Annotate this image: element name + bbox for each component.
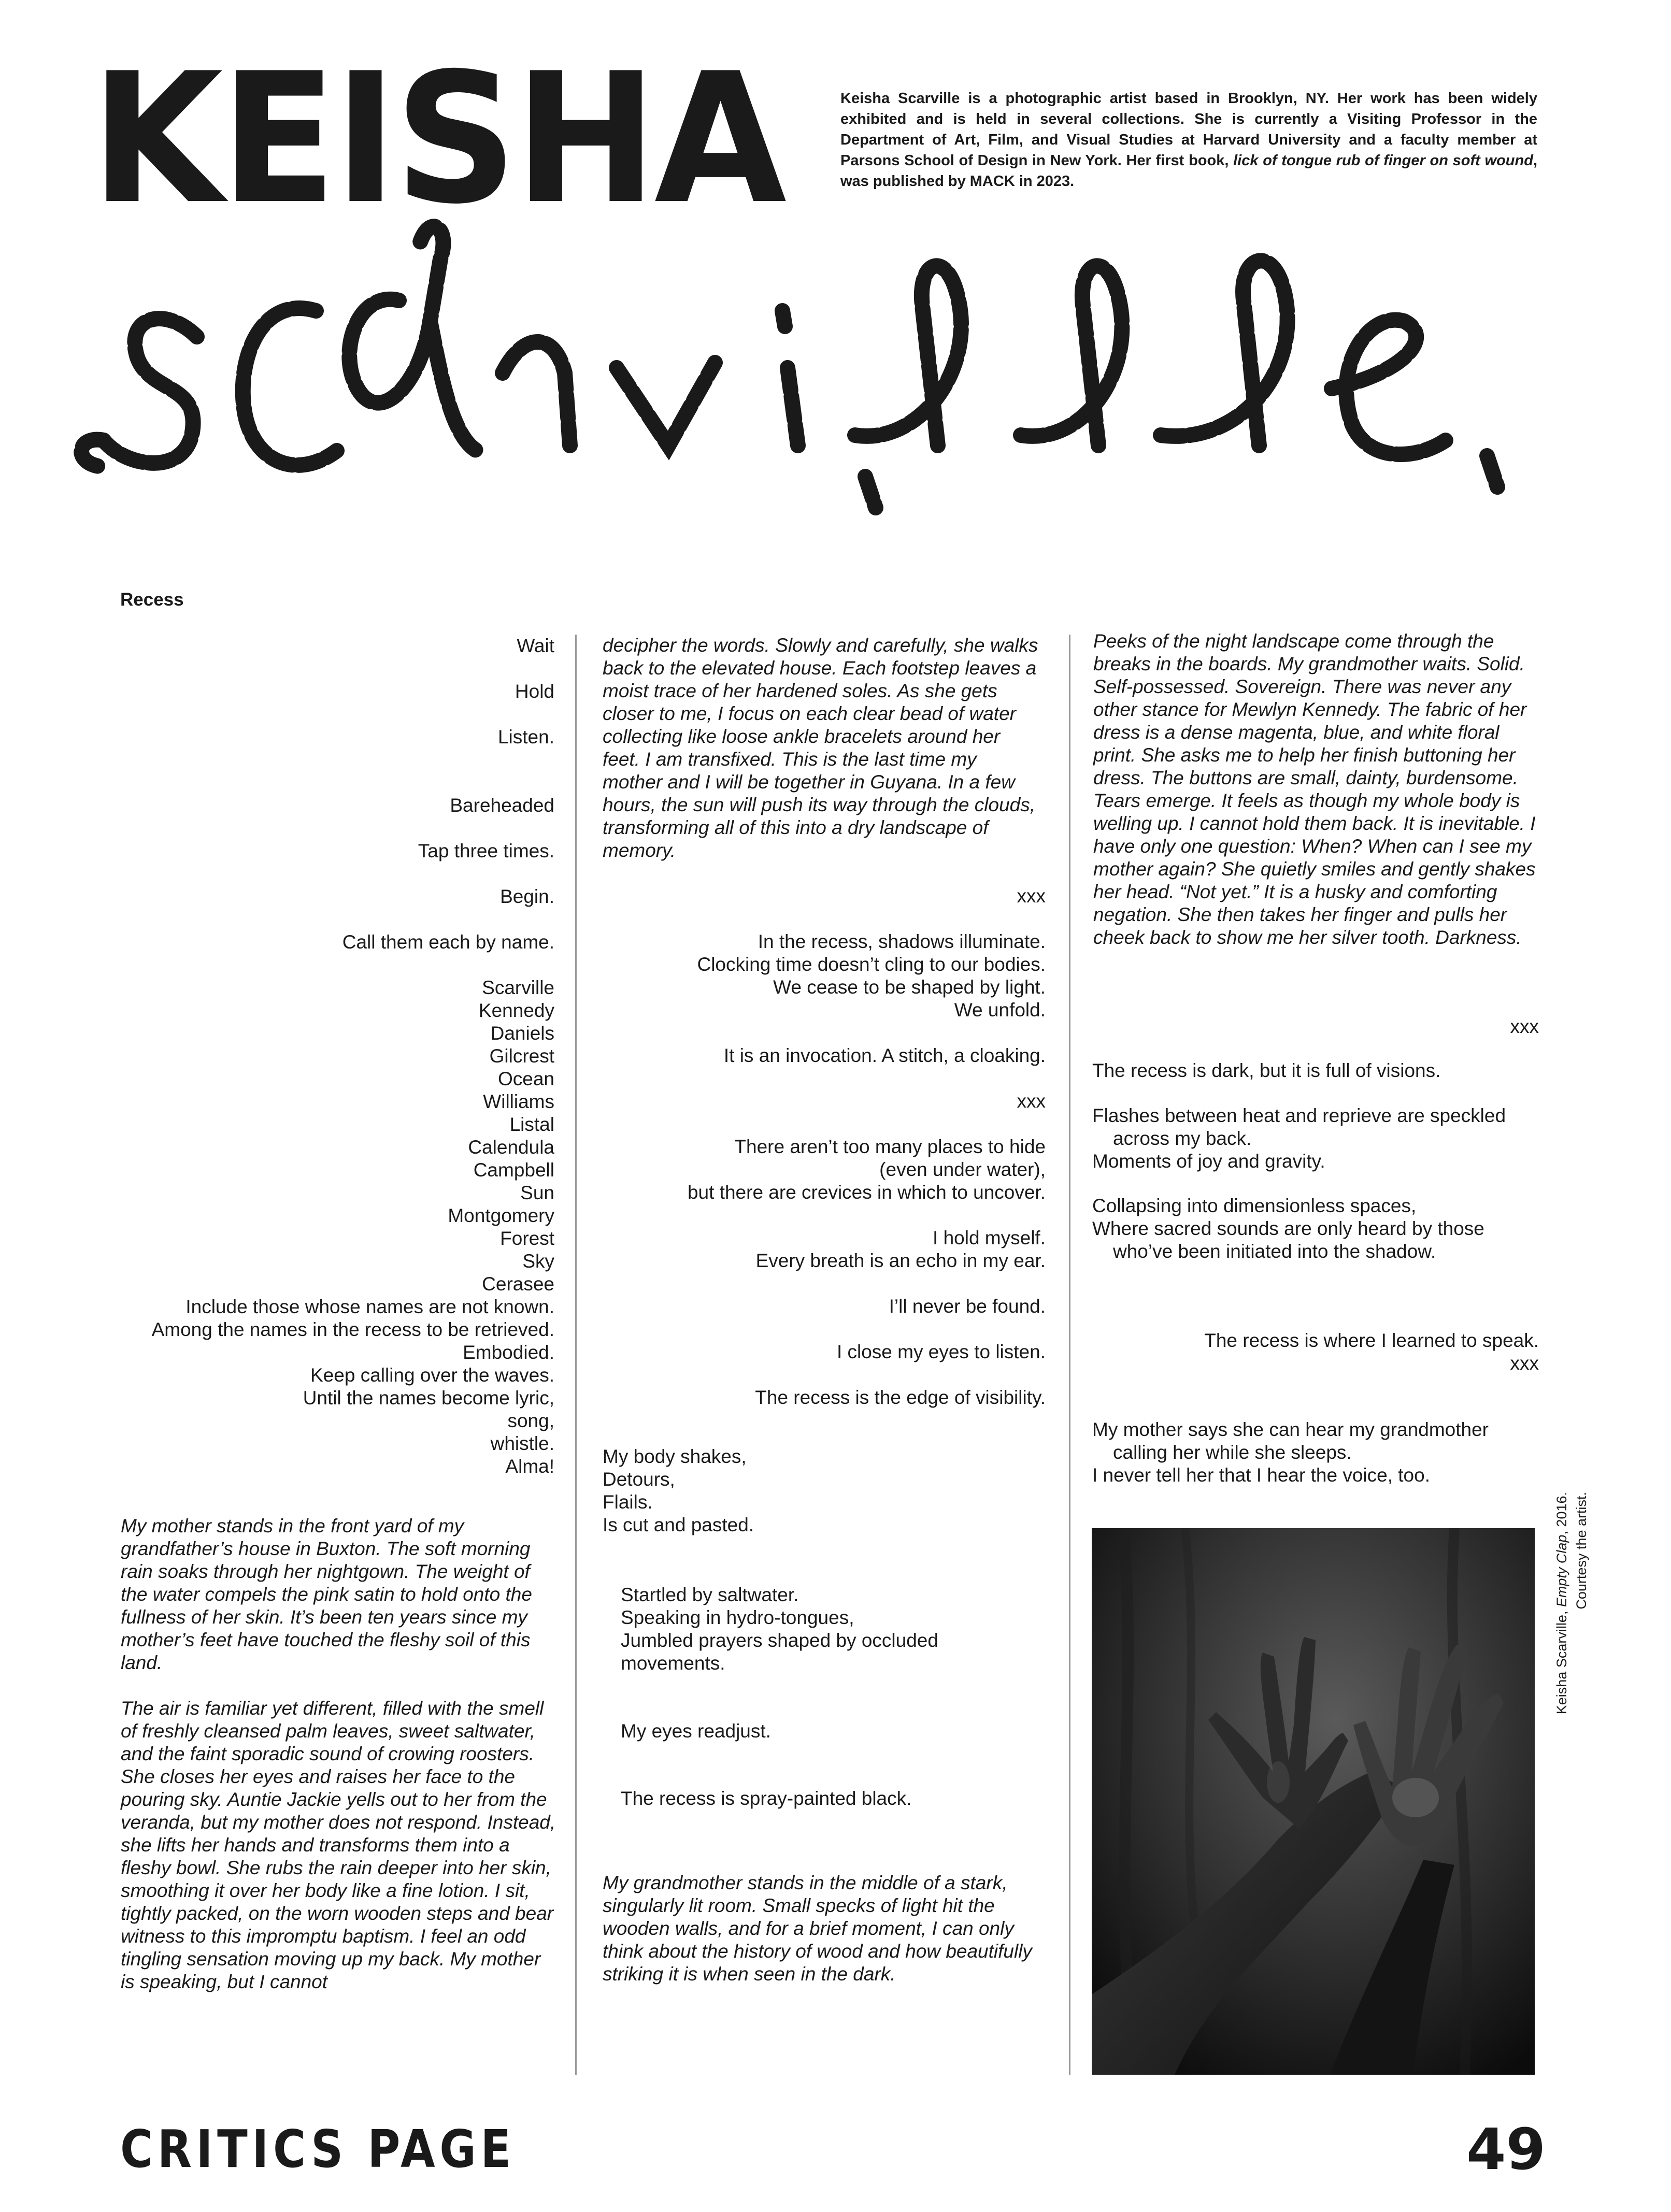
section-break-xxx: xxx <box>1510 1353 1539 1374</box>
photo-caption <box>1552 1492 1591 1782</box>
poem-line <box>603 1272 1046 1295</box>
page-number: 49 <box>1466 2116 1546 2182</box>
poem-line: Hold <box>515 681 554 702</box>
poem-line: Sky <box>522 1251 554 1272</box>
poem-line: Flails. <box>603 1491 653 1513</box>
poem-line: Begin. <box>500 886 554 907</box>
caption-credit: Courtesy the artist. <box>1574 1492 1589 1610</box>
column-3-mother <box>1092 1418 1548 1487</box>
caption-artist: Keisha Scarville, <box>1554 1607 1569 1715</box>
poem-line <box>117 771 554 794</box>
prose-paragraph: My mother stands in the front yard of my grandfather’s house in Buxton. The soft morning rain soaks through her nightgown. The weight of the water compels the pink satin to hold onto the fullness of her skin. It’s been ten years since my mother’s feet have touched the fleshy soil of this land. <box>121 1515 532 1673</box>
poem-line: Bareheaded <box>450 795 554 816</box>
poem-line: Detours, <box>603 1469 675 1490</box>
poem-line: Include those whose names are not known. <box>185 1296 554 1317</box>
poem-line: There aren’t too many places to hide <box>734 1136 1046 1157</box>
poem-line: song, <box>507 1410 554 1431</box>
poem-line: xxx <box>1017 885 1046 907</box>
poem-line: Speaking in hydro-tongues, <box>621 1607 854 1628</box>
caption-year: , 2016. <box>1554 1492 1569 1535</box>
footer-section-name: CRITICS PAGE <box>120 2119 516 2179</box>
column-3-collapse <box>1092 1195 1548 1263</box>
poem-line <box>117 749 554 771</box>
poem-line: Forest <box>500 1228 554 1249</box>
poem-line: Cerasee <box>482 1273 554 1295</box>
poem-line: but there are crevices in which to uncover. <box>687 1182 1046 1203</box>
poem-line <box>117 863 554 885</box>
poem-line: xxx <box>1017 1090 1046 1112</box>
artwork-photo <box>1092 1528 1535 2075</box>
prose-paragraph: The air is familiar yet different, filled with the smell of freshly cleansed palm leaves, sweet saltwater, and the faint sporadic sound of crowing roosters. She closes her eyes and raises her face to the pouring sky. Auntie Jackie yells out to her from the veranda, but my mother does not respond. Instead, she lifts her hands and transforms them into a fleshy bowl. She rubs the rain deeper into her skin, smoothing it over her body like a fine lotion. I sit, tightly packed, on the worn wooden steps and bear witness to this impromptu baptism. I feel an odd tingling sensation moving up my back. My mother is speaking, but I cannot <box>121 1698 556 1992</box>
bio-text-end: , was published by MACK in 2023. <box>840 152 1537 190</box>
poem-line: It is an invocation. A stitch, a cloaking. <box>723 1045 1046 1066</box>
poem-line: Keep calling over the waves. <box>310 1364 554 1386</box>
column-divider <box>575 635 577 2075</box>
poem-line: The recess is spray-painted black. <box>621 1788 912 1809</box>
poem-line: Gilcrest <box>489 1045 554 1067</box>
poem-line: I close my eyes to listen. <box>836 1341 1046 1362</box>
poem-line: Alma! <box>505 1456 554 1477</box>
column-3-flashes <box>1092 1104 1548 1173</box>
section-break-xxx: xxx <box>1510 1016 1539 1037</box>
poem-line: Flashes between heat and reprieve are speckled <box>1092 1105 1506 1126</box>
poem-line <box>603 1113 1046 1136</box>
poem-line: Where sacred sounds are only heard by those <box>1092 1218 1484 1239</box>
bio-text: Keisha Scarville is a photographic artist based in Brooklyn, NY. Her work has been widely exhibited and is held in several collections. She is currently a Visiting Professor in the Department of Art, Film, and Visual Studies at Harvard University and a faculty member at Parsons School of Design in New York. Her first book, <box>840 90 1537 169</box>
poem-line: The recess is dark, but it is full of visions. <box>1092 1060 1441 1081</box>
poem-line: Clocking time doesn’t cling to our bodies. <box>697 954 1046 975</box>
poem-line: Startled by saltwater. <box>621 1584 799 1605</box>
column-2-prose-bottom: My grandmother stands in the middle of a stark, singularly lit room. Small specks of light hit the wooden walls, and for a brief moment, I can only think about the history of wood and how beautifully striking it is when seen in the dark. <box>603 1872 1032 1985</box>
poem-line: Every breath is an echo in my ear. <box>755 1250 1046 1271</box>
poem-line: In the recess, shadows illuminate. <box>758 931 1046 952</box>
column-2-poem-left-a <box>603 1445 1046 1536</box>
poem-line: Listen. <box>497 726 554 748</box>
column-1-prose <box>121 1515 556 2016</box>
poem-line: Daniels <box>490 1023 554 1044</box>
poem-line: My body shakes, <box>603 1446 747 1467</box>
column-3-prose: Peeks of the night landscape come through the breaks in the boards. My grandmother waits. Solid. Self-possessed. Sovereign. There was never any other stance for Mewlyn Kennedy. The fabric of her dress is a dense magenta, blue, and white floral print. She asks me to help her finish buttoning her dress. The buttons are small, dainty, burdensome. Tears emerge. It feels as though my whole body is welling up. I cannot hold them back. It is inevitable. I have only one question: When? When can I see my mother again? She quietly smiles and gently shakes her head. “Not yet.” It is a husky and comforting negation. She then takes her finger and pulls her cheek back to show me her silver tooth. Darkness. <box>1093 630 1536 948</box>
poem-line: The recess is where I learned to speak. <box>1204 1330 1539 1351</box>
poem-line: Moments of joy and gravity. <box>1092 1151 1325 1172</box>
caption-work-title: Empty Clap <box>1554 1534 1569 1607</box>
column-2-prose-top: decipher the words. Slowly and carefully, she walks back to the elevated house. Each footstep leaves a moist trace of her hardened soles. As she gets closer to me, I focus on each clear bead of water collecting like loose ankle bracelets around her feet. I am transfixed. This is the last time my mother and I will be together in Guyana. In a few hours, the sun will push its way through the clouds, transforming all of this into a dry landscape of memory. <box>603 635 1038 861</box>
poem-line: calling her while she sleeps. <box>1113 1442 1352 1463</box>
section-label: Recess <box>120 590 184 610</box>
poem-line <box>603 1067 1046 1090</box>
poem-line: across my back. <box>1113 1128 1252 1149</box>
poem-line: movements. <box>621 1653 725 1674</box>
poem-line: Tap three times. <box>418 840 554 861</box>
poem-line: who’ve been initiated into the shadow. <box>1113 1241 1436 1262</box>
poem-line: The recess is the edge of visibility. <box>755 1387 1046 1408</box>
bio-book-title: lick of tongue rub of finger on soft wound <box>1233 152 1533 169</box>
poem-line <box>603 908 1046 930</box>
poem-line: Campbell <box>473 1159 554 1181</box>
title-first-name: KEISHA <box>91 34 784 243</box>
poem-line: Montgomery <box>448 1205 554 1226</box>
column-2-poem-left-b <box>621 1584 1046 1675</box>
poem-line: Kennedy <box>478 1000 554 1021</box>
poem-line <box>117 657 554 680</box>
photo-hands-illustration <box>1092 1528 1535 2075</box>
poem-line: Jumbled prayers shaped by occluded <box>621 1630 938 1651</box>
poem-line <box>117 703 554 726</box>
poem-line: We unfold. <box>954 999 1046 1021</box>
poem-line: Calendula <box>468 1137 554 1158</box>
column-divider <box>1069 635 1070 2075</box>
column-3-learned <box>1093 1329 1539 1375</box>
poem-line: My eyes readjust. <box>621 1720 771 1742</box>
poem-line: Sun <box>520 1182 554 1203</box>
title-last-name-script <box>47 218 1549 539</box>
poem-line: Scarville <box>482 977 554 998</box>
poem-line: Ocean <box>497 1068 554 1089</box>
poem-line: I never tell her that I hear the voice, too. <box>1092 1464 1430 1486</box>
poem-line: Williams <box>483 1091 554 1112</box>
poem-line: Among the names in the recess to be retrieved. <box>151 1319 554 1340</box>
poem-line: We cease to be shaped by light. <box>773 976 1046 998</box>
poem-line: (even under water), <box>879 1159 1046 1180</box>
poem-line <box>117 954 554 976</box>
poem-line <box>603 1363 1046 1386</box>
poem-line: whistle. <box>490 1433 554 1454</box>
poem-line: Listal <box>509 1114 554 1135</box>
poem-line: My mother says she can hear my grandmother <box>1092 1419 1489 1440</box>
poem-line: I’ll never be found. <box>889 1296 1046 1317</box>
poem-line: Is cut and pasted. <box>603 1514 754 1535</box>
poem-line: Call them each by name. <box>342 931 554 953</box>
artist-bio <box>840 88 1537 192</box>
poem-line <box>603 1204 1046 1227</box>
column-1-poem <box>117 635 554 1478</box>
poem-line <box>117 908 554 931</box>
column-2-poem-right <box>603 885 1046 1409</box>
poem-line: Collapsing into dimensionless spaces, <box>1092 1195 1417 1216</box>
poem-line: Until the names become lyric, <box>303 1387 554 1409</box>
poem-line <box>603 1318 1046 1341</box>
poem-line: Embodied. <box>463 1342 554 1363</box>
poem-line: Wait <box>517 635 554 656</box>
poem-line <box>603 1022 1046 1044</box>
poem-line: I hold myself. <box>933 1227 1046 1248</box>
poem-line <box>117 817 554 840</box>
